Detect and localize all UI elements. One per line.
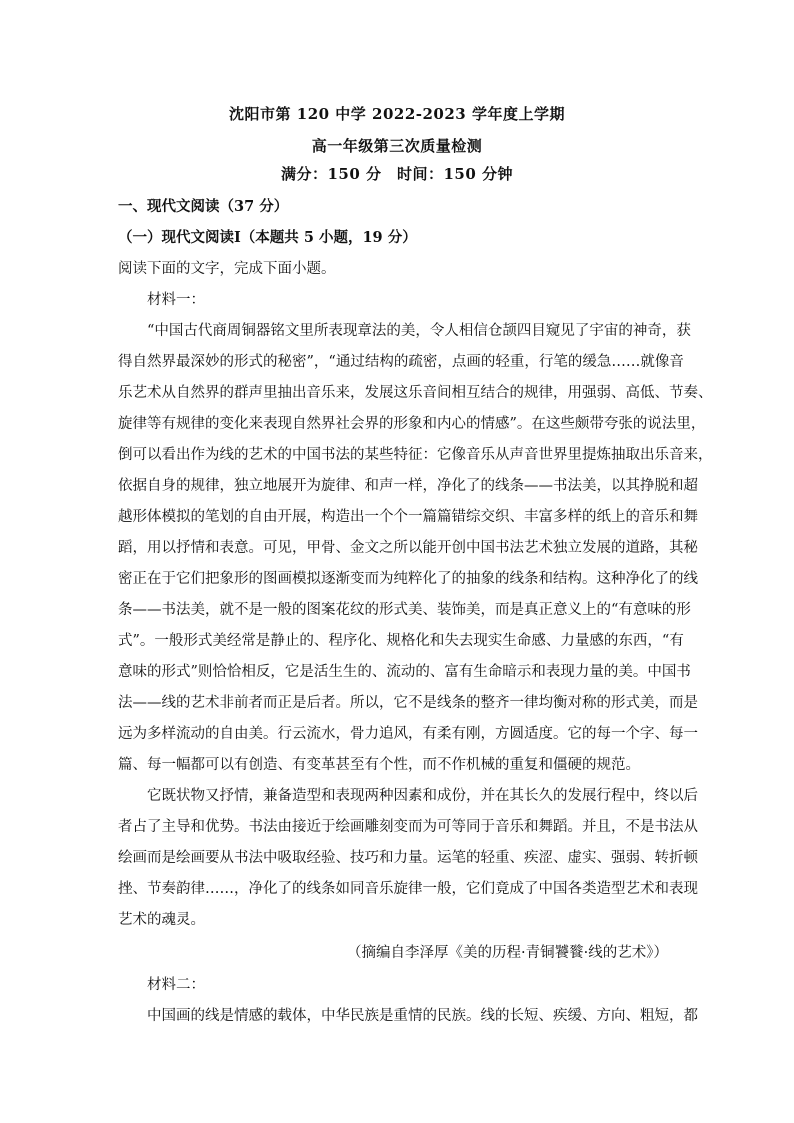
paragraph-line: 远为多样流动的自由美。行云流水，骨力追风，有柔有刚，方圆适度。它的每一个字、每一 bbox=[118, 726, 698, 742]
paragraph-line: 中国画的线是情感的载体，中华民族是重情的民族。线的长短、疾缓、方向、粗短，都 bbox=[147, 1008, 698, 1024]
material1-source: （摘编自李泽厚《美的历程·青铜饕餮·线的艺术》） bbox=[347, 945, 668, 961]
paragraph-line: 旋律等有规律的变化来表现自然界社会界的形象和内心的情感”。在这些颇带夸张的说法里， bbox=[118, 416, 706, 432]
paragraph-line: 乐艺术从自然界的群声里抽出音乐来，发展这乐音间相互结合的规律，用强弱、高低、节奏、 bbox=[118, 385, 713, 401]
paragraph-line: 绘画而是绘画要从书法中吸取经验、技巧和力量。运笔的轻重、疾涩、虚实、强弱、转折顿 bbox=[118, 850, 698, 866]
paragraph-line: 它既状物又抒情，兼备造型和表现两种因素和成份，并在其长久的发展行程中，终以后 bbox=[147, 788, 698, 804]
title-line-2: 高一年级第三次质量检测 bbox=[311, 137, 483, 155]
section-subheading: （一）现代文阅读Ⅰ（本题共 5 小题，19 分） bbox=[118, 229, 417, 246]
instruction-text: 阅读下面的文字，完成下面小题。 bbox=[118, 261, 336, 277]
paragraph-line: 条——书法美，就不是一般的图案花纹的形式美、装饰美，而是真正意义上的“有意味的形 bbox=[118, 602, 691, 618]
paragraph-line: 依据自身的规律，独立地展开为旋律、和声一样，净化了的线条——书法美，以其挣脱和超 bbox=[118, 478, 698, 494]
paragraph-line: 得自然界最深妙的形式的秘密”，“通过结构的疏密，点画的轻重，行笔的缓急……就像音 bbox=[118, 354, 684, 370]
paragraph-line: 者占了主导和优势。书法由接近于绘画雕刻变而为可等同于音乐和舞蹈。并且，不是书法从 bbox=[118, 819, 698, 835]
paragraph-line: 越形体模拟的笔划的自由开展，构造出一个个一篇篇错综交织、丰富多样的纸上的音乐和舞 bbox=[118, 509, 698, 525]
paragraph-line: 式”。一般形式美经常是静止的、程序化、规格化和失去现实生命感、力量感的东西，“有 bbox=[118, 633, 684, 649]
paragraph-line: 挫、节奏韵律……，净化了的线条如同音乐旋律一般，它们竟成了中国各类造型艺术和表现 bbox=[118, 881, 698, 897]
paragraph-line: 意味的形式”则恰恰相反，它是活生生的、流动的、富有生命暗示和表现力量的美。中国书 bbox=[118, 664, 691, 680]
material2-label: 材料二： bbox=[147, 977, 205, 993]
paragraph-line: 倒可以看出作为线的艺术的中国书法的某些特征：它像音乐从声音世界里提炼抽取出乐音来， bbox=[118, 447, 713, 463]
title-line-1: 沈阳市第 120 中学 2022-2023 学年度上学期 bbox=[229, 105, 565, 123]
paragraph-line: 蹈，用以抒情和表意。可见，甲骨、金文之所以能开创中国书法艺术独立发展的道路，其秘 bbox=[118, 540, 698, 556]
paragraph-line: “中国古代商周铜器铭文里所表现章法的美，令人相信仓颉四目窥见了宇宙的神奇，获 bbox=[147, 323, 691, 339]
paragraph-line: 法——线的艺术非前者而正是后者。所以，它不是线条的整齐一律均衡对称的形式美，而是 bbox=[118, 695, 698, 711]
paragraph-line: 艺术的魂灵。 bbox=[118, 912, 205, 928]
material1-label: 材料一： bbox=[147, 292, 205, 308]
paragraph-line: 密正在于它们把象形的图画模拟逐渐变而为纯粹化了的抽象的线条和结构。这种净化了的线 bbox=[118, 571, 698, 587]
paragraph-line: 篇、每一幅都可以有创造、有变革甚至有个性，而不作机械的重复和僵硬的规范。 bbox=[118, 757, 640, 773]
section-heading: 一、现代文阅读（37 分） bbox=[118, 198, 289, 215]
title-line-3: 满分：150 分 时间：150 分钟 bbox=[280, 165, 514, 183]
